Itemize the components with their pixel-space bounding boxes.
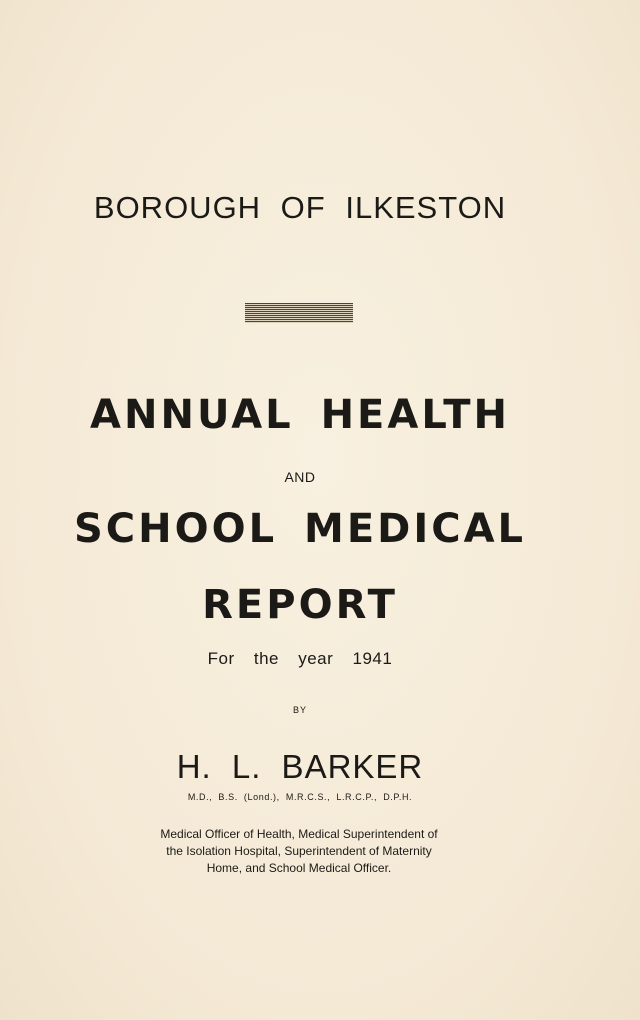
role-description-line: Medical Officer of Health, Medical Superintendent of [160,827,438,841]
author-role-description [138,826,460,877]
author-name: H. L. BARKER [176,748,424,785]
by-label: BY [292,705,307,715]
decorative-rule [245,303,353,323]
borough-heading: BOROUGH OF ILKESTON [93,190,507,225]
role-description-line: Home, and School Medical Officer. [206,861,392,875]
title-conjunction: AND [284,469,316,485]
report-title-line-2: SCHOOL MEDICAL [73,506,527,552]
role-description-line: the Isolation Hospital, Superintendent of Maternity [166,844,432,858]
report-title-line-1: ANNUAL HEALTH [90,392,510,438]
report-title-line-3: REPORT [202,582,398,628]
author-qualifications: M.D., B.S. (Lond.), M.R.C.S., L.R.C.P., D.P.H. [187,792,413,802]
report-year: For the year 1941 [207,649,393,668]
